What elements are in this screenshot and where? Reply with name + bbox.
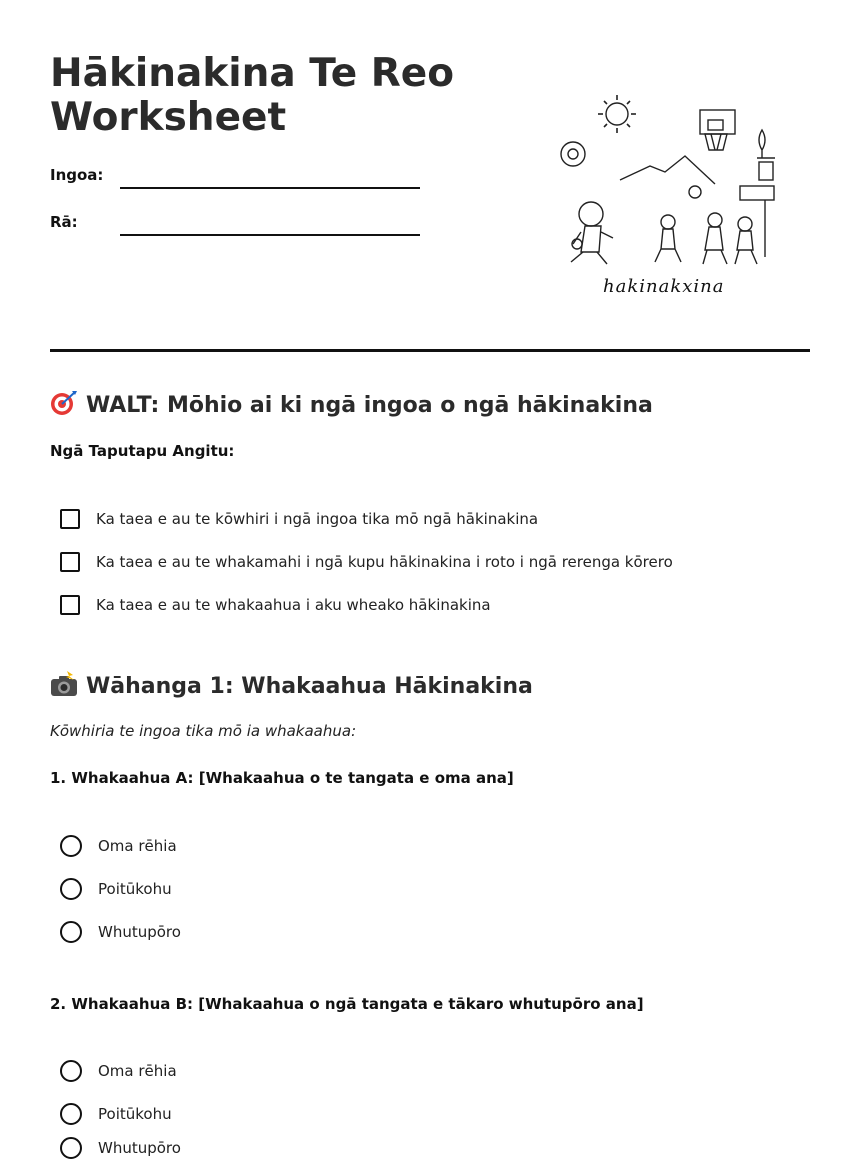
radio-button[interactable] [60,878,82,900]
criteria-text: Ka taea e au te whakaahua i aku wheako hākinakina [96,596,491,614]
option-text: Oma rēhia [98,1062,177,1080]
radio-button[interactable] [60,835,82,857]
section1-instruction: Kōwhiria te ingoa tika mō ia whakaahua: [50,722,357,740]
mountains-icon [620,156,715,184]
target-dart-icon [50,390,78,416]
radio-option[interactable] [60,833,177,859]
radio-button[interactable] [60,1103,82,1125]
criteria-text: Ka taea e au te whakamahi i ngā kupu hākinakina i roto i ngā rerenga kōrero [96,553,673,571]
ball-icon [689,186,701,198]
illustration-caption: hakinakxina [603,276,725,297]
criteria-text: Ka taea e au te kōwhiri i ngā ingoa tika mō ngā hākinakina [96,510,539,528]
success-criteria-label: Ngā Taputapu Angitu: [50,442,235,460]
camera-flash-icon [50,671,78,697]
checkbox[interactable] [60,595,80,615]
running-boy-icon [571,202,613,264]
sun-icon [598,95,636,133]
life-ring-icon [561,142,585,166]
date-input-line[interactable] [120,234,420,236]
children-playing-icon [655,213,757,264]
radio-option[interactable] [60,919,181,945]
option-text: Whutupōro [98,1139,181,1157]
trophy-icon [757,158,775,180]
basketball-hoop-icon [700,110,735,150]
name-input-line[interactable] [120,187,420,189]
signpost-icon [740,186,774,257]
criteria-item[interactable] [60,549,673,575]
radio-button[interactable] [60,921,82,943]
option-text: Oma rēhia [98,837,177,855]
criteria-item[interactable] [60,506,538,532]
radio-option[interactable] [60,1101,172,1127]
option-text: Poitūkohu [98,1105,172,1123]
feather-icon [759,130,765,158]
question-label: 2. Whakaahua B: [Whakaahua o ngā tangata e tākaro whutupōro ana] [50,995,644,1013]
checkbox[interactable] [60,552,80,572]
walt-heading [50,390,653,418]
radio-option[interactable] [60,1058,177,1084]
radio-option[interactable] [60,876,172,902]
criteria-item[interactable] [60,592,491,618]
checkbox[interactable] [60,509,80,529]
question-label: 1. Whakaahua A: [Whakaahua o te tangata e oma ana] [50,769,514,787]
section1-heading-text: Wāhanga 1: Whakaahua Hākinakina [86,674,533,699]
radio-option[interactable] [60,1135,181,1161]
radio-button[interactable] [60,1060,82,1082]
option-text: Poitūkohu [98,880,172,898]
radio-button[interactable] [60,1137,82,1159]
header-divider [50,349,810,352]
date-label: Rā: [50,213,78,231]
section1-heading [50,671,533,699]
name-label: Ingoa: [50,166,104,184]
title-line-1: Hākinakina Te Reo [50,51,455,96]
sports-illustration [555,92,780,302]
title-line-2: Worksheet [50,95,287,140]
walt-heading-text: WALT: Mōhio ai ki ngā ingoa o ngā hākinakina [86,393,653,418]
page-title [50,52,470,140]
option-text: Whutupōro [98,923,181,941]
